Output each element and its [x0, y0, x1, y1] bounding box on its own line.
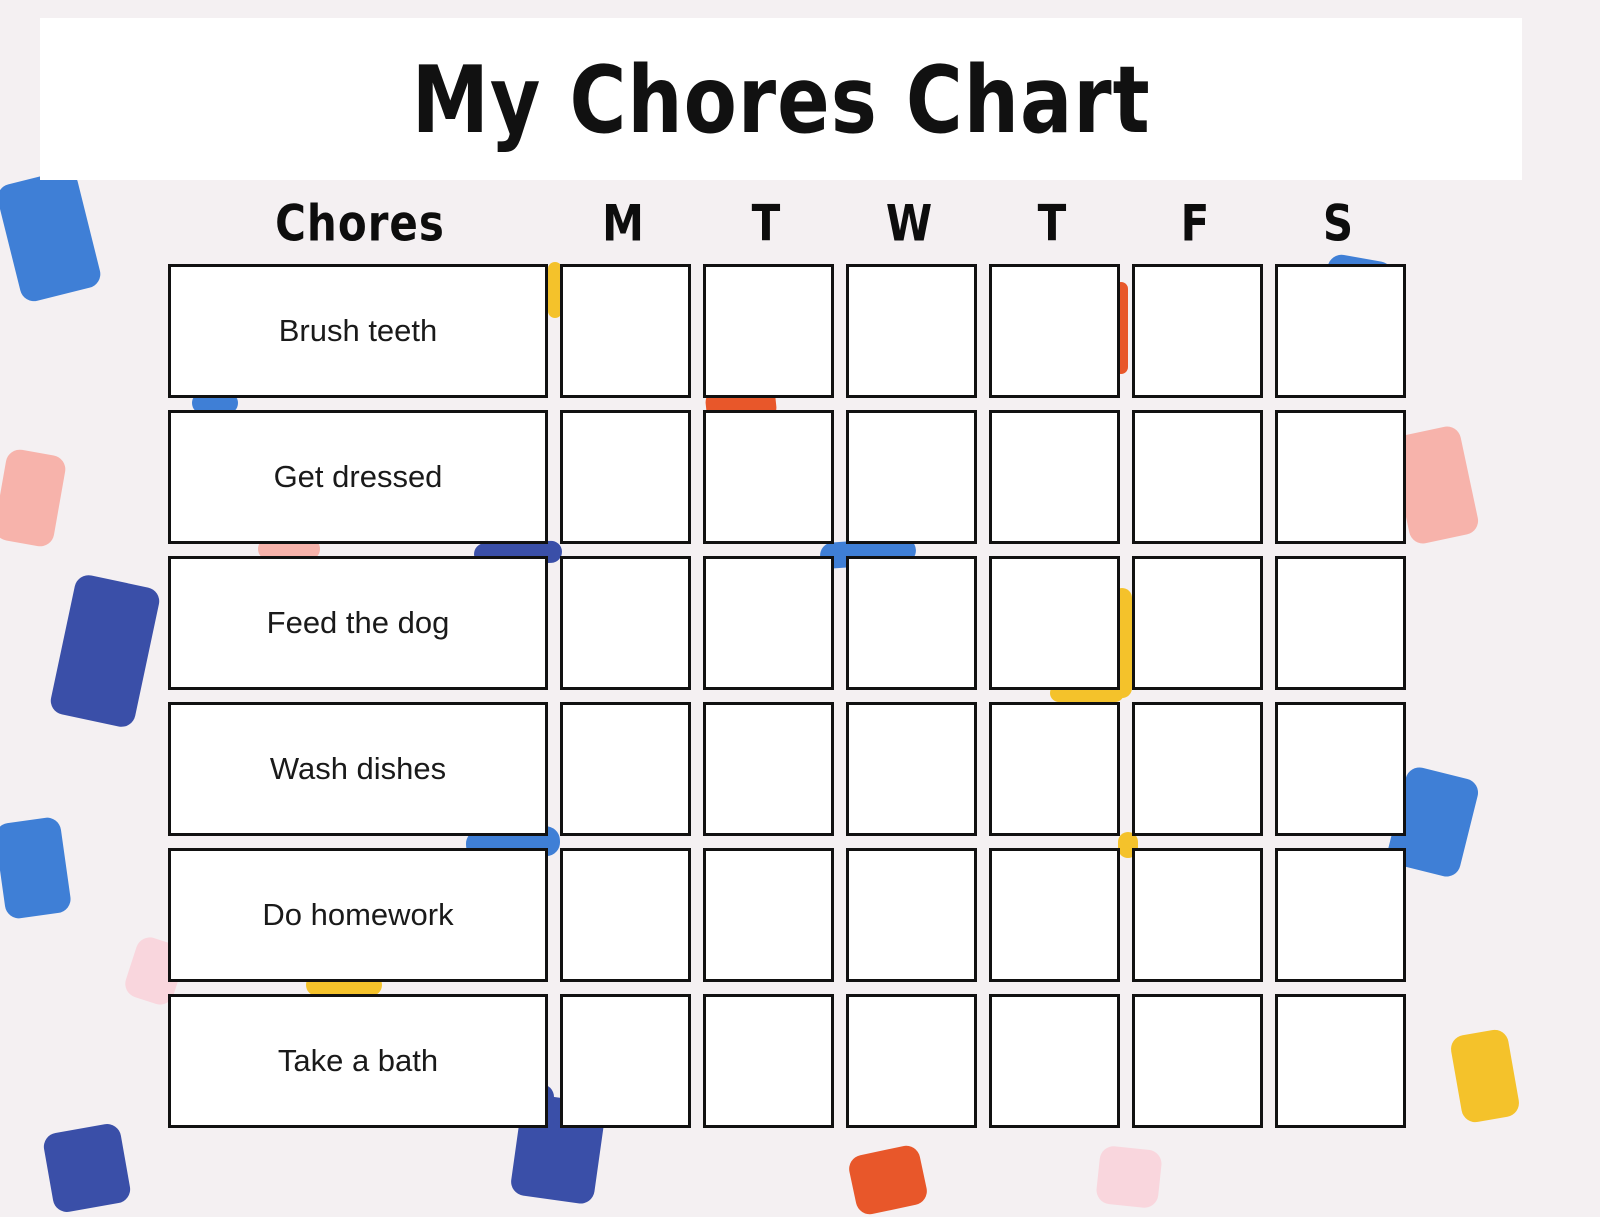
check-cell-brush-teeth-m[interactable] [560, 264, 691, 398]
chart-grid [168, 264, 1406, 1140]
header-day-monday: M [602, 194, 645, 252]
header-day-tuesday: T [751, 194, 782, 252]
header-chores: Chores [275, 194, 445, 252]
table-row [168, 994, 1406, 1128]
check-cell-wash-dishes-w[interactable] [846, 702, 977, 836]
check-cell-feed-the-dog-m[interactable] [560, 556, 691, 690]
check-cell-take-a-bath-s[interactable] [1275, 994, 1406, 1128]
check-cell-feed-the-dog-w[interactable] [846, 556, 977, 690]
check-cell-get-dressed-s[interactable] [1275, 410, 1406, 544]
chore-label: Feed the dog [266, 605, 450, 640]
header-day-thursday: T [1037, 194, 1068, 252]
check-cell-wash-dishes-f[interactable] [1132, 702, 1263, 836]
chore-label: Brush teeth [278, 313, 438, 348]
check-cell-feed-the-dog-t1[interactable] [703, 556, 834, 690]
check-cell-brush-teeth-w[interactable] [846, 264, 977, 398]
table-row [168, 702, 1406, 836]
chore-label: Do homework [262, 897, 454, 932]
header-day-saturday: S [1322, 194, 1355, 252]
table-row [168, 556, 1406, 690]
check-cell-wash-dishes-t2[interactable] [989, 702, 1120, 836]
check-cell-do-homework-m[interactable] [560, 848, 691, 982]
check-cell-take-a-bath-m[interactable] [560, 994, 691, 1128]
chore-name-cell [168, 264, 548, 398]
table-row [168, 264, 1406, 398]
check-cell-do-homework-t2[interactable] [989, 848, 1120, 982]
chore-name-cell [168, 848, 548, 982]
check-cell-do-homework-f[interactable] [1132, 848, 1263, 982]
table-row [168, 410, 1406, 544]
chart-header-row [168, 192, 1410, 254]
check-cell-get-dressed-t2[interactable] [989, 410, 1120, 544]
check-cell-brush-teeth-t1[interactable] [703, 264, 834, 398]
header-day-wednesday: W [885, 194, 934, 252]
check-cell-wash-dishes-m[interactable] [560, 702, 691, 836]
check-cell-get-dressed-m[interactable] [560, 410, 691, 544]
check-cell-brush-teeth-s[interactable] [1275, 264, 1406, 398]
check-cell-take-a-bath-t1[interactable] [703, 994, 834, 1128]
check-cell-take-a-bath-f[interactable] [1132, 994, 1263, 1128]
check-cell-take-a-bath-t2[interactable] [989, 994, 1120, 1128]
check-cell-get-dressed-w[interactable] [846, 410, 977, 544]
page-title: My Chores Chart [411, 44, 1151, 154]
check-cell-brush-teeth-t2[interactable] [989, 264, 1120, 398]
chore-name-cell [168, 702, 548, 836]
chore-label: Get dressed [273, 459, 443, 494]
chore-label: Wash dishes [269, 751, 447, 786]
check-cell-do-homework-w[interactable] [846, 848, 977, 982]
check-cell-wash-dishes-s[interactable] [1275, 702, 1406, 836]
check-cell-do-homework-s[interactable] [1275, 848, 1406, 982]
chore-name-cell [168, 556, 548, 690]
chore-label: Take a bath [277, 1043, 439, 1078]
chore-name-cell [168, 410, 548, 544]
chore-name-cell [168, 994, 548, 1128]
title-banner [40, 18, 1522, 180]
check-cell-brush-teeth-f[interactable] [1132, 264, 1263, 398]
check-cell-feed-the-dog-f[interactable] [1132, 556, 1263, 690]
header-day-friday: F [1180, 194, 1211, 252]
check-cell-feed-the-dog-s[interactable] [1275, 556, 1406, 690]
check-cell-get-dressed-f[interactable] [1132, 410, 1263, 544]
check-cell-wash-dishes-t1[interactable] [703, 702, 834, 836]
check-cell-get-dressed-t1[interactable] [703, 410, 834, 544]
table-row [168, 848, 1406, 982]
check-cell-take-a-bath-w[interactable] [846, 994, 977, 1128]
check-cell-feed-the-dog-t2[interactable] [989, 556, 1120, 690]
check-cell-do-homework-t1[interactable] [703, 848, 834, 982]
